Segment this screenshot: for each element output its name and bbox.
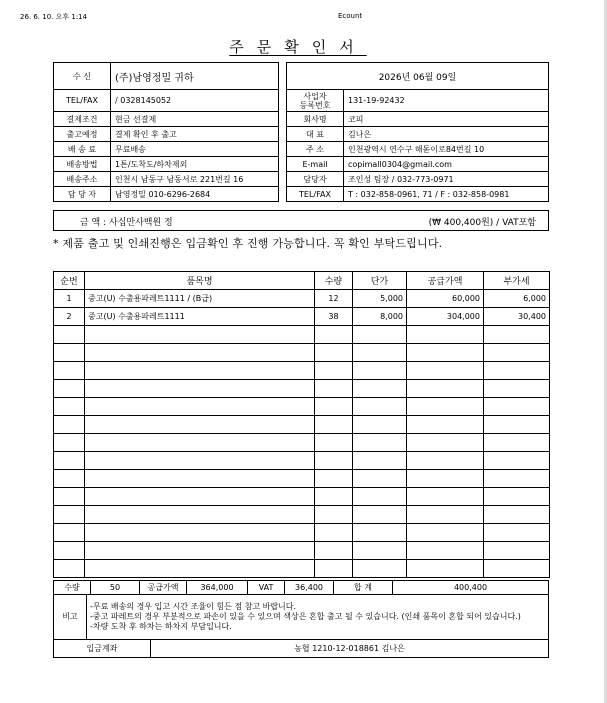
empty-cell [484,344,550,362]
empty-cell [353,362,407,380]
empty-cell [54,506,85,524]
contact-person-value: 남영정밀 010-6296-2684 [111,187,279,202]
empty-cell [85,506,315,524]
empty-cell [85,488,315,506]
empty-cell [353,398,407,416]
empty-cell [407,416,484,434]
empty-cell [353,326,407,344]
print-datetime: 26. 6. 10. 오후 1:14 [20,13,88,21]
empty-cell [407,488,484,506]
empty-cell [85,470,315,488]
empty-cell [484,326,550,344]
empty-rows [54,326,550,578]
cell-seq: 1 [54,290,85,308]
supplier-tel-fax-value: T : 032-858-0961, 71 / F : 032-858-0981 [344,187,549,202]
contact-person-label: 담 당 자 [54,187,111,202]
empty-cell [484,542,550,560]
empty-cell [54,524,85,542]
tel-fax-label: TEL/FAX [54,90,111,112]
total-vat-value: 36,400 [285,581,334,595]
col-header-supply: 공급가액 [407,272,484,290]
empty-cell [315,524,353,542]
cell-supply: 304,000 [407,308,484,326]
business-number-value: 131-19-92432 [344,90,549,112]
empty-cell [315,398,353,416]
empty-table-row [54,362,550,380]
grand-total-label: 합 계 [334,581,393,595]
cell-unit-price: 8,000 [353,308,407,326]
total-vat-label: VAT [248,581,285,595]
cell-unit-price: 5,000 [353,290,407,308]
payment-terms-value: 현금 선결제 [111,112,279,127]
empty-cell [85,542,315,560]
empty-table-row [54,524,550,542]
amount-total: (₩ 400,400원) / VAT포함 [428,218,536,228]
total-qty-value: 50 [91,581,140,595]
empty-cell [353,434,407,452]
cell-vat: 6,000 [484,290,550,308]
empty-cell [54,416,85,434]
shipping-address-label: 배송주소 [54,172,111,187]
empty-cell [85,380,315,398]
empty-cell [484,488,550,506]
document-title: 주문확인서 [229,38,367,56]
empty-cell [407,380,484,398]
address-label: 주 소 [287,142,344,157]
total-supply-value: 364,000 [187,581,248,595]
empty-table-row [54,470,550,488]
empty-cell [407,362,484,380]
payment-terms-label: 결제조건 [54,112,111,127]
bank-account-table [53,639,549,658]
empty-cell [484,470,550,488]
empty-cell [54,434,85,452]
empty-cell [484,362,550,380]
empty-cell [315,470,353,488]
email-value: copimall0304@gmail.com [344,157,549,172]
empty-cell [85,344,315,362]
shipping-address-value: 인천시 남동구 남동서로 221번길 16 [111,172,279,187]
empty-cell [407,560,484,578]
empty-cell [54,470,85,488]
business-number-label: 사업자 등록번호 [287,90,344,112]
col-header-item: 품목명 [85,272,315,290]
empty-cell [315,506,353,524]
empty-cell [315,452,353,470]
empty-cell [484,416,550,434]
recipient-value: (주)남영정밀 귀하 [111,63,279,90]
shipping-schedule-label: 출고예정 [54,127,111,142]
company-name-label: 회사명 [287,112,344,127]
tel-fax-value: / 0328145052 [111,90,279,112]
empty-cell [484,434,550,452]
recipient-label: 수 신 [54,63,111,90]
cell-item: 중고(U) 수출용파레트1111 [85,308,315,326]
ceo-value: 김나은 [344,127,549,142]
totals-table [53,580,549,595]
empty-cell [54,452,85,470]
empty-table-row [54,542,550,560]
empty-cell [353,452,407,470]
empty-cell [315,326,353,344]
empty-cell [54,560,85,578]
empty-cell [54,326,85,344]
amount-box [53,210,549,231]
empty-cell [484,560,550,578]
empty-cell [353,560,407,578]
recipient-info-table [53,62,279,202]
shipping-fee-label: 배 송 료 [54,142,111,157]
empty-cell [484,380,550,398]
empty-table-row [54,416,550,434]
supplier-tel-fax-label: TEL/FAX [287,187,344,202]
empty-cell [85,398,315,416]
cell-qty: 12 [315,290,353,308]
total-supply-label: 공급가액 [140,581,187,595]
amount-text: 금 액 : 사십만사백원 정 [80,218,173,228]
address-value: 인천광역시 연수구 해돋이로84번길 10 [344,142,549,157]
empty-cell [407,398,484,416]
empty-cell [85,362,315,380]
company-name-value: 코피 [344,112,549,127]
shipping-schedule-value: 결제 확인 후 출고 [111,127,279,142]
cell-qty: 38 [315,308,353,326]
empty-cell [315,416,353,434]
empty-cell [54,344,85,362]
empty-table-row [54,398,550,416]
payment-notice: * 제품 출고 및 인쇄진행은 입금확인 후 진행 가능합니다. 꼭 확인 부탁드립니다. [53,237,443,250]
ceo-label: 대 표 [287,127,344,142]
empty-cell [353,470,407,488]
empty-cell [85,524,315,542]
col-header-vat: 부가세 [484,272,550,290]
empty-cell [54,488,85,506]
bank-account-label: 입금계좌 [54,640,151,658]
empty-cell [315,380,353,398]
table-row [54,308,550,326]
cell-item: 중고(U) 수출용파레트1111 / (B급) [85,290,315,308]
cell-seq: 2 [54,308,85,326]
empty-table-row [54,344,550,362]
empty-cell [353,344,407,362]
empty-cell [54,362,85,380]
empty-table-row [54,380,550,398]
remark-line: -차량 도착 후 하차는 하차지 부담입니다. [90,622,232,631]
col-header-unit-price: 단가 [353,272,407,290]
manager-label: 담당자 [287,172,344,187]
table-row [54,290,550,308]
empty-cell [353,416,407,434]
remark-line: -중고 파레트의 경우 부분적으로 파손이 있을 수 있으며 색상은 혼합 출고 될 수 있습니다. (인쇄 품목이 혼합 되어 있습니다.) [90,612,521,621]
empty-cell [315,434,353,452]
empty-cell [407,470,484,488]
total-qty-label: 수량 [54,581,91,595]
empty-cell [315,362,353,380]
empty-table-row [54,560,550,578]
email-label: E-mail [287,157,344,172]
empty-cell [315,542,353,560]
empty-cell [407,434,484,452]
cell-supply: 60,000 [407,290,484,308]
empty-cell [407,326,484,344]
empty-cell [484,398,550,416]
empty-cell [85,416,315,434]
empty-cell [85,452,315,470]
empty-cell [353,542,407,560]
empty-cell [407,524,484,542]
empty-cell [407,506,484,524]
col-header-seq: 순번 [54,272,85,290]
empty-cell [407,452,484,470]
empty-cell [85,326,315,344]
remarks-label: 비고 [54,595,87,640]
remark-line: -무료 배송의 경우 입고 시간 조율이 힘든 점 참고 바랍니다. [90,602,297,611]
supplier-info-table [286,62,549,202]
shipping-fee-value: 무료배송 [111,142,279,157]
empty-cell [54,380,85,398]
empty-table-row [54,506,550,524]
empty-cell [484,452,550,470]
bank-account-value: 농협 1210-12-018861 김나은 [151,640,549,658]
empty-table-row [54,488,550,506]
grand-total-value: 400,400 [393,581,549,595]
shipping-method-value: 1톤/도착도/하차제외 [111,157,279,172]
empty-cell [315,488,353,506]
empty-cell [85,560,315,578]
empty-table-row [54,326,550,344]
cell-vat: 30,400 [484,308,550,326]
col-header-qty: 수량 [315,272,353,290]
empty-cell [484,524,550,542]
print-header [20,12,560,22]
empty-cell [54,542,85,560]
empty-cell [85,434,315,452]
shipping-method-label: 배송방법 [54,157,111,172]
items-table [53,271,550,578]
empty-cell [353,524,407,542]
empty-cell [407,542,484,560]
manager-value: 조인성 팀장 / 032-773-0971 [344,172,549,187]
empty-table-row [54,434,550,452]
empty-table-row [54,452,550,470]
empty-cell [54,398,85,416]
empty-cell [315,344,353,362]
print-app-name: Ecount [338,12,363,20]
empty-cell [353,488,407,506]
empty-cell [315,560,353,578]
remarks-content [87,595,549,640]
empty-cell [407,344,484,362]
empty-cell [484,506,550,524]
order-date: 2026년 06월 09일 [287,63,549,90]
empty-cell [353,506,407,524]
empty-cell [353,380,407,398]
remarks-table [53,594,549,640]
